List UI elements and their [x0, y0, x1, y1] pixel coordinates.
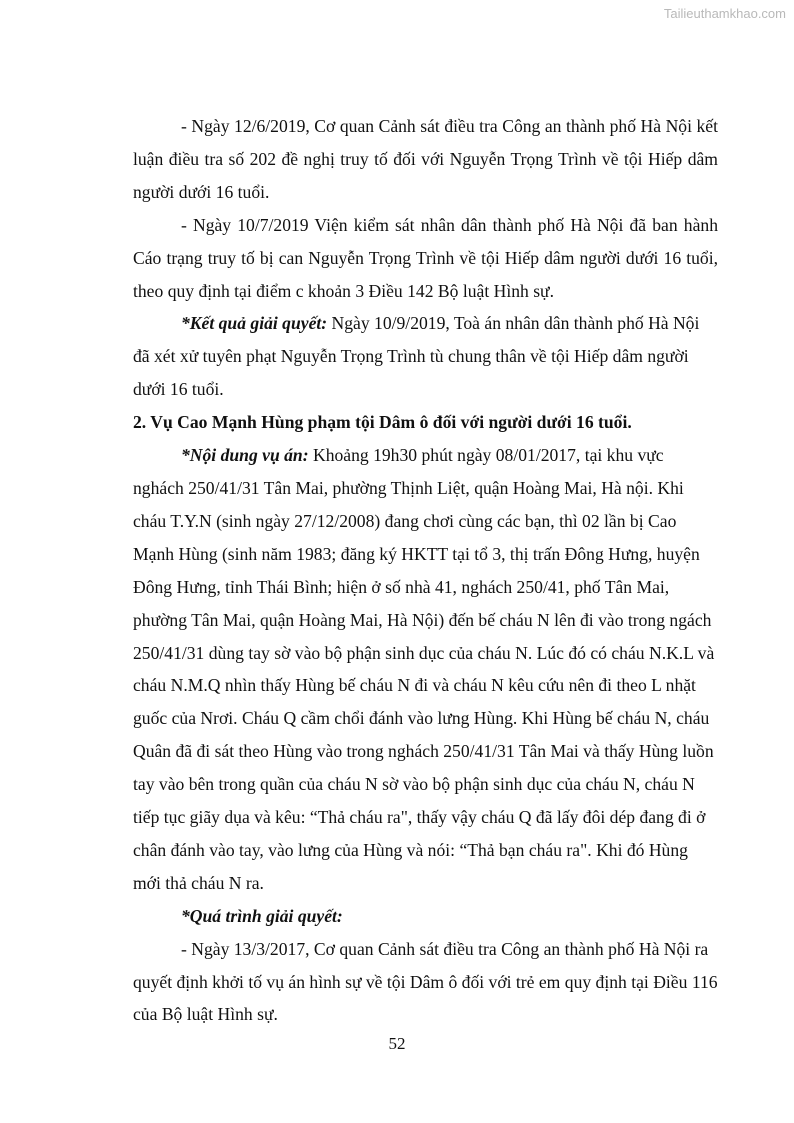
paragraph-text: Ngày 10/9/2019, Toà án nhân dân thành phố Hà Nội đã xét xử tuyên phạt Nguyễn Trọng Trình tù chung thân về tội Hiếp dâm người dưới 16 tuổi.: [133, 313, 700, 400]
result-label: *Kết quả giải quyết:: [181, 313, 328, 334]
paragraph-result: [133, 307, 718, 406]
paragraph-text: - Ngày 13/3/2017, Cơ quan Cảnh sát điều tra Công an thành phố Hà Nội ra quyết định khởi tố vụ án hình sự về tội Dâm ô đối với trẻ em quy định tại Điều 116 của Bộ luật Hình sự.: [133, 938, 718, 1025]
paragraph-process-label: [133, 900, 718, 933]
paragraph-text: Khoảng 19h30 phút ngày 08/01/2017, tại khu vực nghách 250/41/31 Tân Mai, phường Thịnh Liệt, quận Hoàng Mai, Hà nội. Khi cháu T.Y.N (sinh ngày 27/12/2008) đang chơi cùng các bạn, thì 02 lần bị Cao Mạnh Hùng (sinh năm 1983; đăng ký HKTT tại tổ 3, thị trấn Đông Hưng, huyện Đông Hưng, tỉnh Thái Bình; hiện ở số nhà 41, nghách 250/41, phố Tân Mai, phường Tân Mai, quận Hoàng Mai, Hà Nội) đến bế cháu N lên đi vào trong ngách 250/41/31 dùng tay sờ vào bộ phận sinh dục của cháu N. Lúc đó có cháu N.K.L và cháu N.M.Q nhìn thấy Hùng bế cháu N đi và cháu N kêu cứu nên đi theo L nhặt guốc của Nrơi. Cháu Q cầm chổi đánh vào lưng Hùng. Khi Hùng bế cháu N, cháu Quân đã đi sát theo Hùng vào trong nghách 250/41/31 Tân Mai và thấy Hùng luồn tay vào bên trong quần của cháu N sờ vào bộ phận sinh dục của cháu N, cháu N tiếp tục giãy dụa và kêu: “Thả cháu ra", thấy vậy cháu Q đã lấy đôi dép đang đi ở chân đánh vào tay, vào lưng của Hùng và nói: “Thả bạn cháu ra". Khi đó Hùng mới thả cháu N ra.: [133, 445, 715, 893]
process-label: *Quá trình giải quyết:: [181, 905, 343, 926]
paragraph-indictment: [133, 209, 718, 308]
page-number: 52: [388, 1034, 406, 1053]
paragraph-text: - Ngày 10/7/2019 Viện kiểm sát nhân dân thành phố Hà Nội đã ban hành Cáo trạng truy tố bị can Nguyễn Trọng Trình về tội Hiếp dâm người dưới 16 tuổi, theo quy định tại điểm c khoản 3 Điều 142 Bộ luật Hình sự.: [133, 214, 718, 301]
paragraph-prosecution-decision: [133, 933, 718, 1032]
paragraph-investigation-conclusion: [133, 110, 718, 209]
paragraph-case-content: [133, 439, 718, 900]
document-body: [133, 110, 718, 1031]
paragraph-text: - Ngày 12/6/2019, Cơ quan Cảnh sát điều tra Công an thành phố Hà Nội kết luận điều tra số 202 đề nghị truy tố đối với Nguyễn Trọng Trình về tội Hiếp dâm người dưới 16 tuổi.: [133, 116, 718, 202]
section-heading: 2. Vụ Cao Mạnh Hùng phạm tội Dâm ô đối với người dưới 16 tuổi.: [133, 412, 632, 433]
case-content-label: *Nội dung vụ án:: [181, 445, 309, 466]
watermark-text: Tailieuthamkhao.com: [663, 6, 786, 21]
